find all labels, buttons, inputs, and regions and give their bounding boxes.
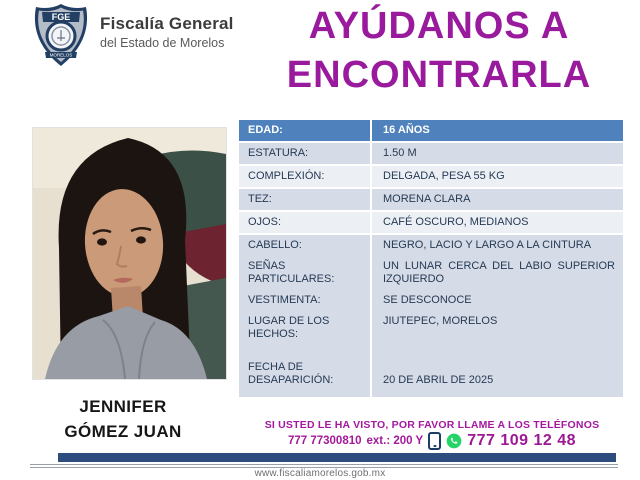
table-row [239,189,623,210]
row-label: FECHA DE DESAPARICIÓN: [239,345,372,397]
row-value: SE DESCONOCE [383,294,472,306]
poster-title [248,2,630,100]
row-value: JIUTEPEC, MORELOS [383,315,498,327]
poster-title-line2: ENCONTRARLA [286,54,592,96]
person-name-line2: GÓMEZ JUAN [64,422,182,441]
table-block [239,235,623,397]
missing-person-photo [32,127,227,380]
org-name-line1: Fiscalía General [100,14,234,33]
row-label: ESTATURA: [239,143,372,164]
footer-url: www.fiscaliamorelos.gob.mx [254,468,386,479]
mobile-phone-icon [428,432,441,450]
table-row [239,120,623,141]
contact-ext: ext.: 200 Y [366,435,424,447]
person-name-line1: JENNIFER [79,397,167,416]
table-row [239,212,623,233]
row-value: MORENA CLARA [383,193,471,205]
row-value: 16 AÑOS [383,124,430,136]
contact-phone1: 777 77300810 [287,435,362,447]
poster-title-line1: AYÚDANOS A [308,5,570,47]
table-row [239,166,623,187]
fge-badge-icon [28,3,94,67]
row-value: DELGADA, PESA 55 KG [383,170,505,182]
row-label: COMPLEXIÓN: [239,166,372,187]
contact-message: SI USTED LE HA VISTO, POR FAVOR LLAME A LOS TELÉFONOS [264,419,600,431]
row-value: UN LUNAR CERCA DEL LABIO SUPERIOR IZQUIERDO [383,260,615,285]
table-row [239,290,623,311]
row-label: CABELLO: [239,235,372,256]
row-label: SEÑAS PARTICULARES: [239,256,372,290]
table-row [239,345,623,397]
row-label: LUGAR DE LOS HECHOS: [239,311,372,345]
org-name [100,14,234,50]
org-name-line2: del Estado de Morelos [100,36,225,50]
table-row [239,256,623,290]
footer-bar [58,453,616,462]
row-value: 20 DE ABRIL DE 2025 [383,374,494,386]
badge-banner-text: MORELOS [49,52,73,58]
row-label: OJOS: [239,212,372,233]
person-name [16,394,230,444]
whatsapp-icon [446,433,462,449]
row-value: 1.50 M [383,147,417,159]
row-label: EDAD: [239,120,372,141]
table-row [239,235,623,256]
contact-phones [236,431,628,451]
contact-phone2: 777 109 12 48 [467,432,577,449]
row-value: NEGRO, LACIO Y LARGO A LA CINTURA [383,239,592,251]
row-label: TEZ: [239,189,372,210]
badge-fge-text: FGE [51,12,71,22]
row-value: CAFÉ OSCURO, MEDIANOS [383,216,529,228]
table-row [239,143,623,164]
details-table [239,120,623,397]
row-label: VESTIMENTA: [239,290,372,311]
footer-divider [30,464,618,465]
table-row [239,311,623,345]
